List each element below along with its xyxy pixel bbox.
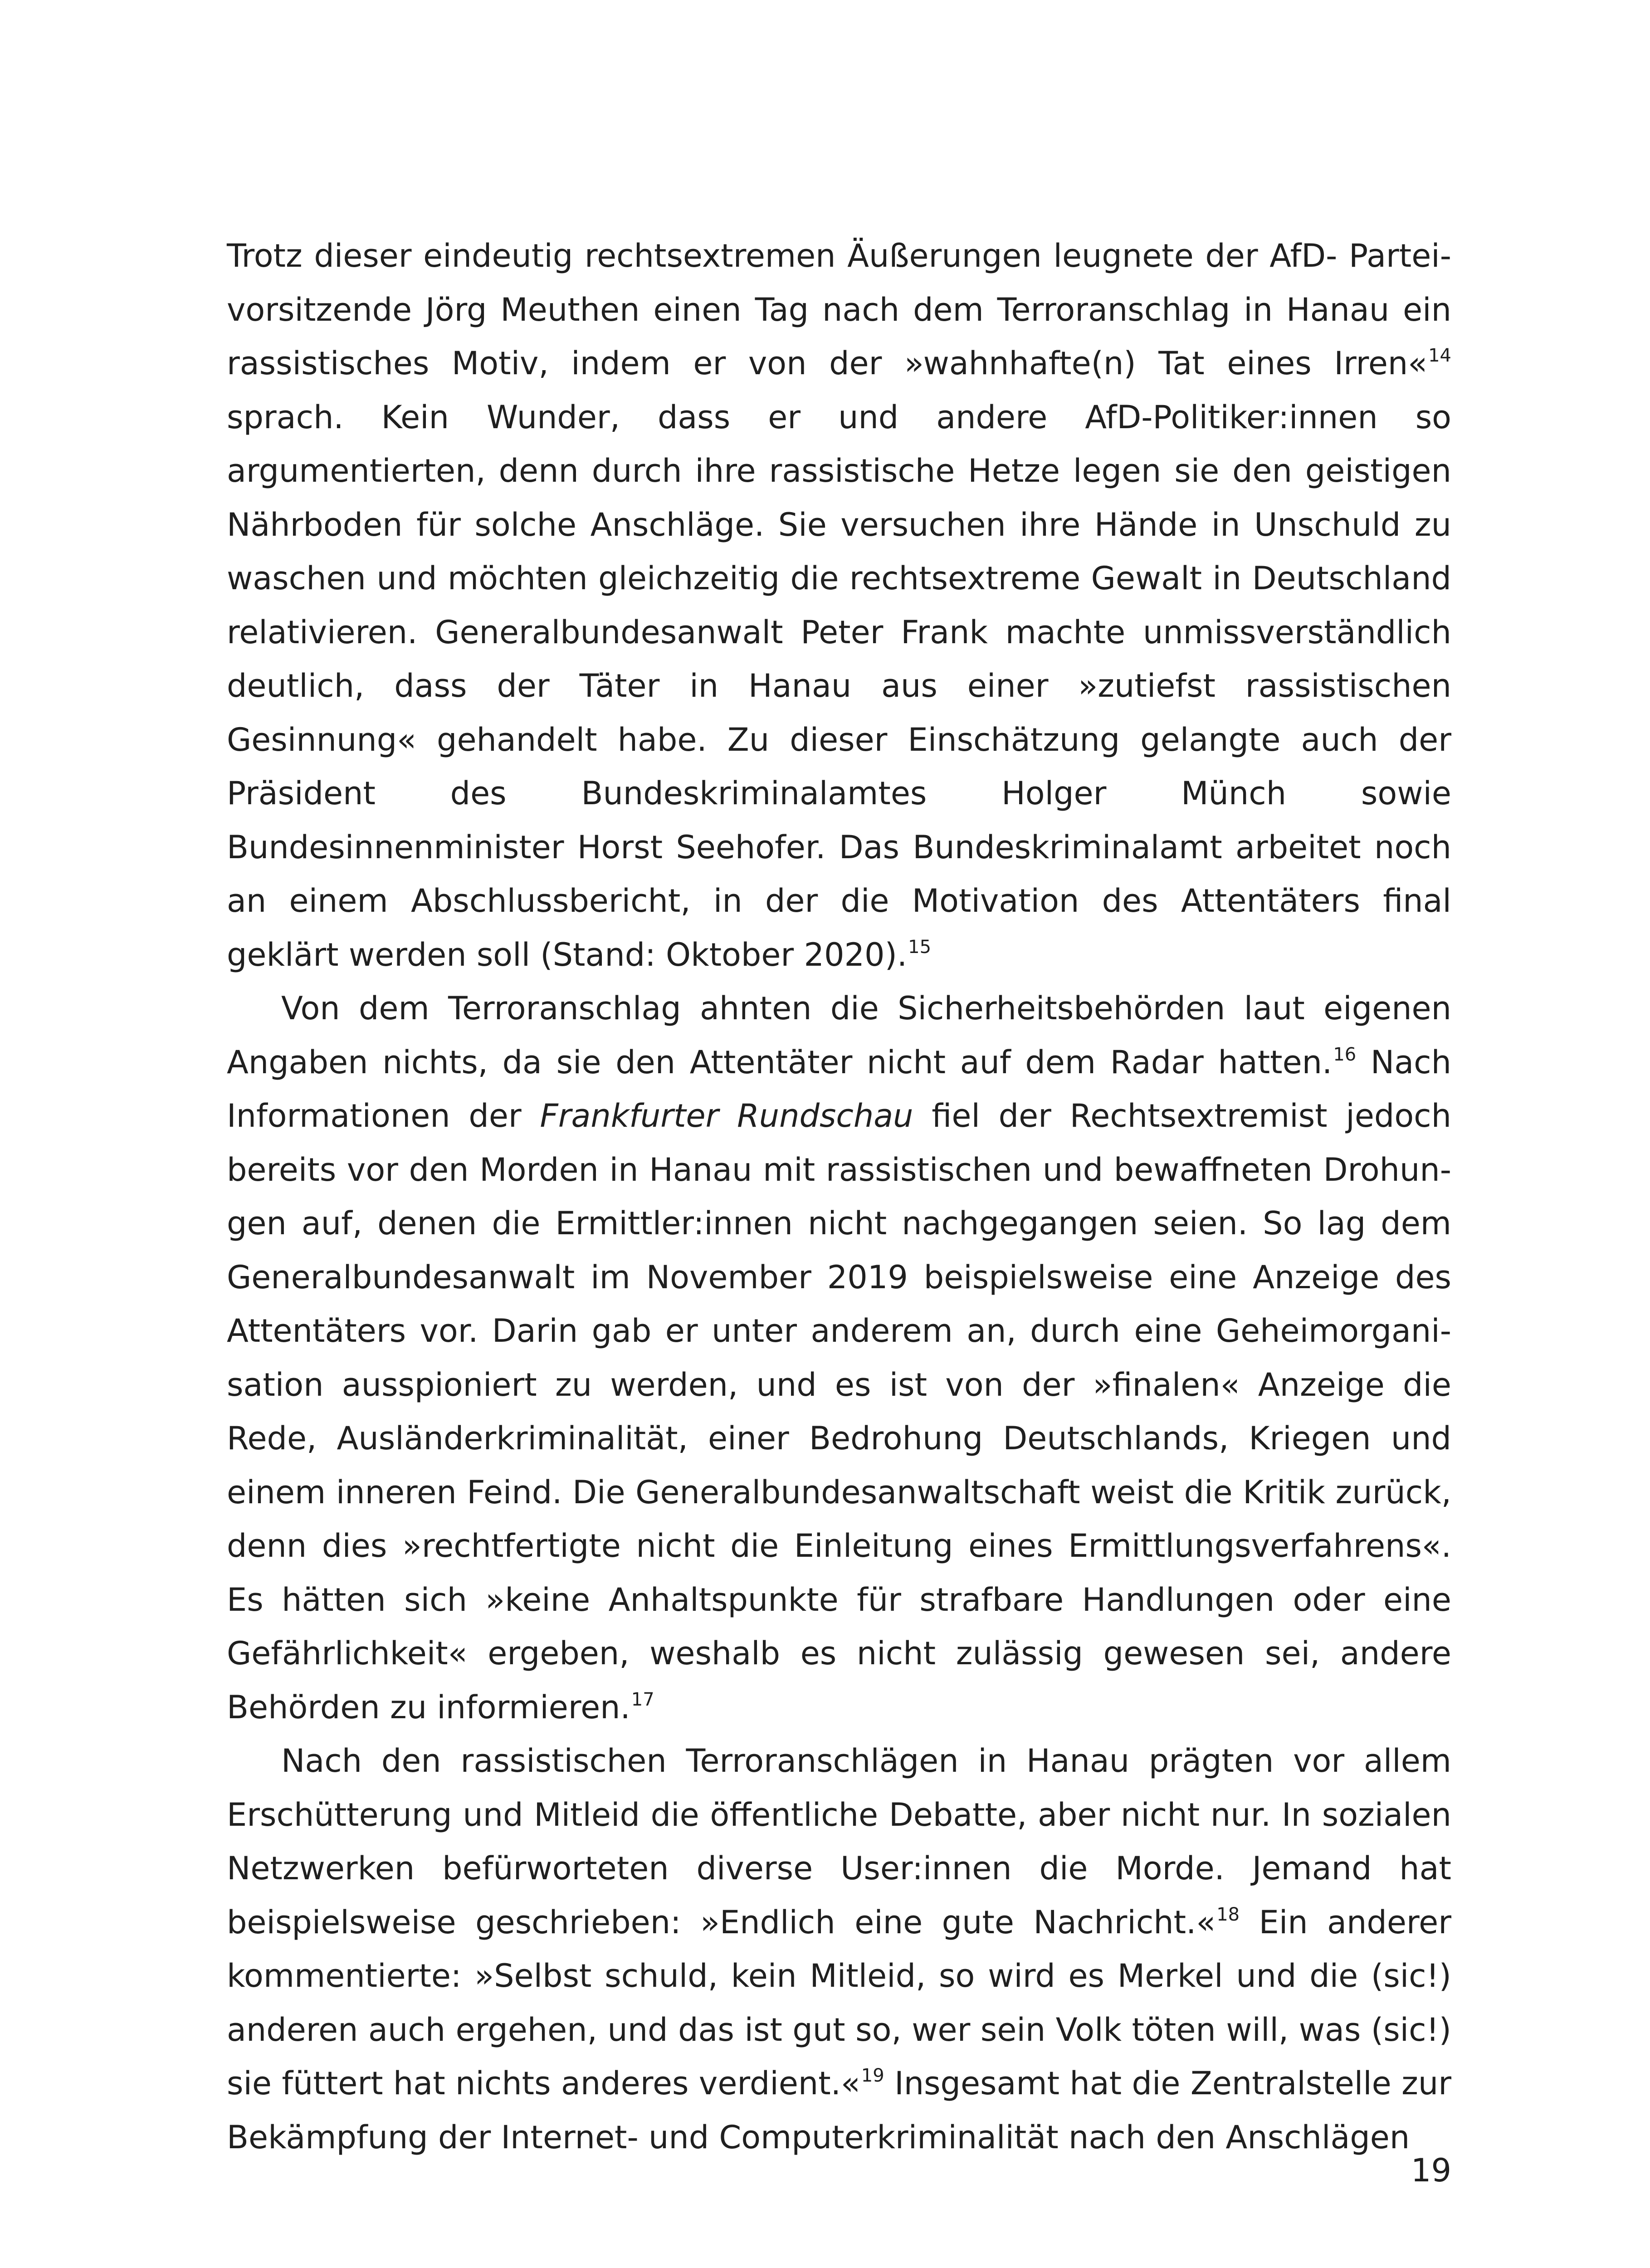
- footnote-marker: 17: [631, 1689, 654, 1710]
- text-run: Von dem Terroranschlag ahnten die Sicherheitsbehörden laut eigenen Angaben nichts, da sie den Attentäter nicht auf dem Radar hatten.: [227, 990, 1451, 1081]
- page-number: 19: [1411, 2152, 1451, 2189]
- body-text: [227, 229, 1451, 2164]
- footnote-marker: 14: [1428, 345, 1451, 366]
- paragraph: [227, 1734, 1451, 2164]
- text-run: Nach den rassistischen Terroranschlägen in Hanau prägten vor allem Erschütterung und Mitleid die öffentliche Debatte, aber nicht nur. In sozialen Netzwerken befürworteten diverse User:innen die Morde. Jemand hat beispielsweise geschrieben: »Endlich eine gute Nachricht.«: [227, 1742, 1451, 1941]
- paragraph: [227, 229, 1451, 982]
- footnote-marker: 15: [908, 936, 932, 958]
- footnote-marker: 18: [1216, 1904, 1240, 1925]
- paragraph: [227, 982, 1451, 1734]
- text-run: Nach Informationen der: [227, 1043, 1451, 1134]
- italic-title: Frankfurter Rundschau: [540, 1097, 913, 1134]
- text-run: Ein anderer kommentierte: »Selbst schuld, kein Mitleid, so wird es Merkel und die (sic!) anderen auch ergehen, und das ist gut so, wer sein Volk töten will, was (sic!) sie füttert hat nichts anderes verdient.«: [227, 1903, 1451, 2102]
- text-run: sprach. Kein Wunder, dass er und andere AfD-Politiker:innen so argumentierten, denn durch ihre rassistische Hetze legen sie den geistigen Nährboden für solche Anschläge. Sie versuchen ihre Hände in Unschuld zu waschen und möchten gleichzeitig die rechtsextreme Gewalt in Deutschland relativieren. Generalbundesanwalt Peter Frank machte unmissverständlich deutlich, dass der Täter in Hanau aus einer »zutiefst rassistischen Gesinnung« gehandelt habe. Zu dieser Einschätzung gelangte auch der Präsident des Bundeskriminalamtes Holger Münch sowie Bundesinnenminister Horst Seehofer. Das Bundeskriminalamt arbeitet noch an einem Abschlussbericht, in der die Motivation des Attentäters final geklärt werden soll (Stand: Oktober 2020).: [227, 398, 1451, 973]
- text-run: fiel der Rechtsextremist jedoch bereits vor den Morden in Hanau mit rassistischen und bewaffneten Drohungen auf, denen die Ermittler:innen nicht nachgegangen seien. So lag dem Generalbundesanwalt im November 2019 beispielsweise eine Anzeige des Attentäters vor. Darin gab er unter anderem an, durch eine Geheimorganisation ausspioniert zu werden, und es ist von der »finalen« Anzeige die Rede, Ausländerkriminalität, einer Bedrohung Deutschlands, Kriegen und einem inneren Feind. Die Generalbundesanwaltschaft weist die Kritik zurück, denn dies »rechtfertigte nicht die Einleitung eines Ermittlungsverfahrens«. Es hätten sich »keine Anhaltspunkte für strafbare Handlungen oder eine Gefährlichkeit« ergeben, weshalb es nicht zulässig gewesen sei, andere Behörden zu informieren.: [227, 1097, 1451, 1726]
- footnote-marker: 16: [1333, 1044, 1357, 1065]
- footnote-marker: 19: [861, 2065, 884, 2086]
- text-run: Insgesamt hat die Zentralstelle zur Bekämpfung der Internet- und Computerkriminalität nach den Anschlägen: [227, 2065, 1451, 2156]
- text-run: Trotz dieser eindeutig rechtsextremen Äußerungen leugnete der AfD- Parteivorsitzende Jörg Meuthen einen Tag nach dem Terroranschlag in Hanau ein rassistisches Motiv, indem er von der »wahnhafte(n) Tat eines Irren«: [227, 237, 1451, 382]
